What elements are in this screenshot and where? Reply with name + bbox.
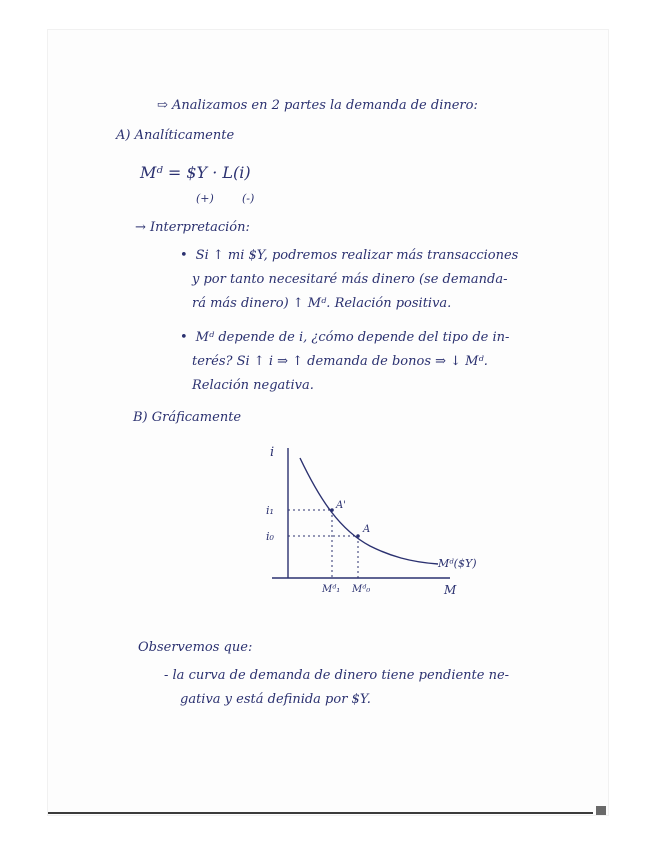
point-a-label: A — [363, 524, 371, 535]
money-demand-equation: Mᵈ = $Y · L(i) — [140, 163, 251, 182]
money-demand-graph — [250, 440, 480, 610]
sign-income: (+) — [196, 192, 214, 205]
bullet1-line2: y por tanto necesitaré más dinero (se demanda- — [192, 272, 508, 287]
page-bottom-edge — [48, 812, 593, 814]
point-a-marker — [356, 534, 360, 538]
conclusion-heading: Observemos que: — [138, 640, 253, 655]
tick-i1-label: i₁ — [266, 504, 274, 517]
tick-i0-label: i₀ — [266, 530, 274, 543]
section-a-heading: A) Analíticamente — [116, 128, 235, 143]
point-a-prime-marker — [330, 508, 334, 512]
curve-label: Mᵈ($Y) — [438, 557, 477, 570]
point-a-prime-label: A' — [336, 500, 346, 511]
x-axis-label: M — [444, 583, 457, 597]
conclusion-line2: gativa y está definida por $Y. — [180, 692, 371, 707]
tick-m0-label: Mᵈ₀ — [352, 584, 371, 595]
bullet1-line1: • Si ↑ mi $Y, podremos realizar más transacciones — [180, 248, 518, 264]
tick-m1-label: Mᵈ₁ — [322, 584, 341, 595]
money-demand-curve — [300, 458, 438, 564]
bullet2-line2: terés? Si ↑ i ⇒ ↑ demanda de bonos ⇒ ↓ Mᵈ. — [192, 354, 488, 369]
corner-mark — [596, 806, 606, 815]
bullet2-line1: • Mᵈ depende de i, ¿cómo depende del tipo de in- — [180, 330, 509, 346]
y-axis-label: i — [270, 445, 275, 460]
sign-interest: (-) — [242, 192, 255, 205]
bullet1-line3: rá más dinero) ↑ Mᵈ. Relación positiva. — [192, 296, 452, 311]
interpretation-heading: → Interpretación: — [135, 220, 250, 235]
section-b-heading: B) Gráficamente — [133, 410, 242, 425]
bullet2-line3: Relación negativa. — [192, 378, 314, 393]
conclusion-line1: - la curva de demanda de dinero tiene pendiente ne- — [164, 668, 510, 683]
intro-text: ⇨ Analizamos en 2 partes la demanda de dinero: — [157, 98, 478, 113]
